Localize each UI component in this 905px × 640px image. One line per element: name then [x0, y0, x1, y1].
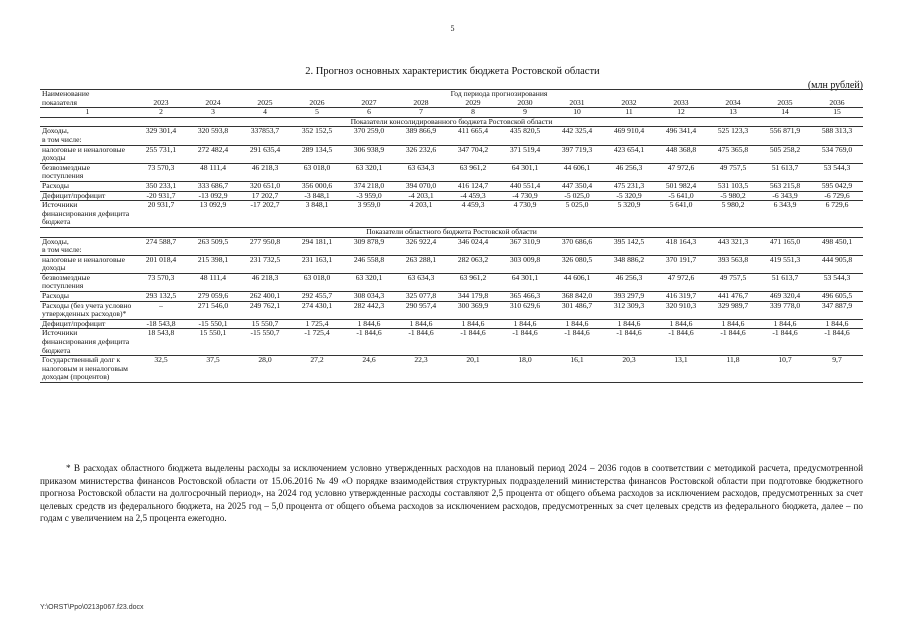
table-row: [40, 201, 863, 228]
value-cell: 588 313,3: [821, 126, 853, 136]
value-cell: 1 844,6: [409, 318, 433, 328]
value-cell: 397 719,3: [561, 144, 593, 154]
value-cell: 63 961,2: [459, 272, 487, 282]
table-row: [40, 163, 863, 181]
value-cell: 435 820,5: [509, 126, 541, 136]
header-period-label: Год периода прогнозирования: [450, 89, 548, 98]
value-cell: -3 848,1: [304, 190, 330, 200]
value-cell: 32,5: [154, 355, 168, 365]
value-cell: 326 232,6: [405, 144, 437, 154]
value-cell: -1 844,6: [772, 328, 798, 338]
value-cell: 63 320,1: [355, 162, 383, 172]
header-year-cell: 2027: [361, 97, 377, 107]
column-number-cell: 9: [523, 107, 527, 117]
header-year-cell: 2031: [569, 97, 585, 107]
value-cell: 418 164,3: [665, 236, 697, 246]
value-cell: 350 233,1: [145, 180, 177, 190]
column-number-cell: 7: [419, 107, 423, 117]
value-cell: 64 301,1: [511, 162, 539, 172]
value-cell: 496 341,4: [665, 126, 697, 136]
value-cell: 51 613,7: [771, 162, 799, 172]
value-cell: 274 430,1: [301, 300, 333, 310]
value-cell: 5 980,2: [721, 200, 745, 210]
value-cell: -1 844,6: [616, 328, 642, 338]
value-cell: 16,1: [570, 355, 584, 365]
value-cell: 22,3: [414, 355, 428, 365]
value-cell: 475 365,8: [717, 144, 749, 154]
value-cell: -1 844,6: [356, 328, 382, 338]
value-cell: -5 025,0: [564, 190, 590, 200]
column-number-cell: 15: [833, 107, 841, 117]
value-cell: -17 202,7: [250, 200, 280, 210]
table-row: [40, 329, 863, 356]
value-cell: 326 922,4: [405, 236, 437, 246]
value-cell: 5 641,0: [669, 200, 693, 210]
value-cell: 20,1: [466, 355, 480, 365]
header-year-cell: 2032: [621, 97, 637, 107]
table-row: [40, 145, 863, 163]
value-cell: 440 551,4: [509, 180, 541, 190]
value-cell: 309 878,9: [353, 236, 385, 246]
row-label: Источники финансирования дефицита бюджета: [42, 328, 130, 355]
value-cell: 11,8: [726, 355, 740, 365]
table-row: [40, 237, 863, 255]
value-cell: 274 588,7: [145, 236, 177, 246]
header-year-cell: 2028: [413, 97, 429, 107]
column-number-cell: 2: [159, 107, 163, 117]
value-cell: 48 111,4: [199, 272, 226, 282]
value-cell: 306 938,9: [353, 144, 385, 154]
value-cell: 1 725,4: [305, 318, 329, 328]
value-cell: -1 844,6: [408, 328, 434, 338]
value-cell: 496 605,5: [821, 291, 853, 301]
value-cell: -6 729,6: [824, 190, 850, 200]
value-cell: -18 543,8: [146, 318, 176, 328]
row-label: Расходы: [42, 291, 69, 301]
footnote: * В расходах областного бюджета выделены расходы за исключением условно утвержденных расходов на плановый период 2024 – 2036 годов в соответствии с методикой расчета, предусмотренной приказом министерства финансов Ростовской области от 15.06.2016 № 49 «О порядке взаимодействия структурных подразделений министерства финансов Ростовской области при подготовке бюджетного прогноза Ростовской области на долгосрочный период», на 2024 год условно утвержденные расходы составляют 2,5 процента от общего объема расходов за исключением расходов, предусмотренных за счет целевых средств из федерального бюджета, на 2025 год – 5,0 процента от общего объема расходов за исключением расходов, предусмотренных за счет целевых средств из федерального бюджета, далее – по годам с увеличением на 2,5 процента ежегодно.: [40, 463, 863, 524]
value-cell: 289 134,5: [301, 144, 333, 154]
value-cell: -5 641,0: [668, 190, 694, 200]
column-number-cell: 11: [625, 107, 633, 117]
value-cell: 5 320,9: [617, 200, 641, 210]
value-cell: -1 844,6: [460, 328, 486, 338]
column-number-cell: 4: [263, 107, 267, 117]
file-path: Y:\ORST\Ppo\0213p067.f23.docx: [40, 604, 144, 611]
header-year-cell: 2034: [725, 97, 741, 107]
value-cell: 448 368,8: [665, 144, 697, 154]
table-row: [40, 255, 863, 273]
value-cell: 443 321,3: [717, 236, 749, 246]
value-cell: -1 844,6: [668, 328, 694, 338]
value-cell: 231 163,1: [301, 254, 333, 264]
value-cell: 556 871,9: [769, 126, 801, 136]
value-cell: 365 466,3: [509, 291, 541, 301]
value-cell: 368 842,0: [561, 291, 593, 301]
value-cell: 393 297,9: [613, 291, 645, 301]
value-cell: -15 550,1: [198, 318, 228, 328]
value-cell: 290 957,4: [405, 300, 437, 310]
value-cell: -4 730,9: [512, 190, 538, 200]
column-number-cell: 14: [781, 107, 789, 117]
value-cell: -1 844,6: [720, 328, 746, 338]
value-cell: 329 989,7: [717, 300, 749, 310]
value-cell: 1 844,6: [617, 318, 641, 328]
value-cell: -4 459,3: [460, 190, 486, 200]
table-row: [40, 181, 863, 191]
row-label: Расходы (без учета условно утвержденных расходов)*: [42, 300, 132, 319]
value-cell: 326 080,5: [561, 254, 593, 264]
value-cell: 300 369,9: [457, 300, 489, 310]
value-cell: -5 320,9: [616, 190, 642, 200]
table-body: [40, 117, 863, 382]
value-cell: 292 455,7: [301, 291, 333, 301]
value-cell: 4 459,3: [461, 200, 485, 210]
section-title: Показатели областного бюджета Ростовской области: [366, 226, 537, 236]
value-cell: 339 778,0: [769, 300, 801, 310]
value-cell: 469 320,4: [769, 291, 801, 301]
value-cell: 255 731,1: [145, 144, 177, 154]
row-label: налоговые и неналоговые доходы: [42, 254, 126, 273]
value-cell: 320 593,8: [197, 126, 229, 136]
value-cell: 475 231,3: [613, 180, 645, 190]
value-cell: 370 259,0: [353, 126, 385, 136]
value-cell: 46 256,3: [615, 272, 643, 282]
value-cell: 63 018,0: [303, 272, 331, 282]
value-cell: 6 343,9: [773, 200, 797, 210]
column-number-cell: 10: [573, 107, 581, 117]
row-label: безвозмездные поступления: [42, 272, 90, 291]
value-cell: 246 558,8: [353, 254, 385, 264]
column-number-cell: 3: [211, 107, 215, 117]
value-cell: 49 757,5: [719, 162, 747, 172]
value-cell: 395 142,5: [613, 236, 645, 246]
value-cell: 3 848,1: [305, 200, 329, 210]
table-row: [40, 292, 863, 302]
header-year-cell: 2026: [309, 97, 325, 107]
value-cell: 320 651,0: [249, 180, 281, 190]
value-cell: 231 732,5: [249, 254, 281, 264]
value-cell: -1 844,6: [824, 328, 850, 338]
value-cell: 310 629,6: [509, 300, 541, 310]
value-cell: 1 844,6: [669, 318, 693, 328]
value-cell: 63 018,0: [303, 162, 331, 172]
value-cell: 374 218,0: [353, 180, 385, 190]
value-cell: 1 844,6: [825, 318, 849, 328]
row-label: налоговые и неналоговые доходы: [42, 144, 126, 163]
value-cell: -1 844,6: [564, 328, 590, 338]
value-cell: 263 509,5: [197, 236, 229, 246]
page-number: 5: [450, 24, 455, 33]
value-cell: 325 077,8: [405, 291, 437, 301]
value-cell: 308 034,3: [353, 291, 385, 301]
value-cell: 531 103,5: [717, 180, 749, 190]
value-cell: -1 844,6: [512, 328, 538, 338]
value-cell: 73 570,3: [147, 162, 175, 172]
row-label: Расходы: [42, 180, 69, 190]
value-cell: 505 258,2: [769, 144, 801, 154]
header-year-cell: 2035: [777, 97, 793, 107]
value-cell: 20 931,7: [147, 200, 175, 210]
value-cell: 370 191,7: [665, 254, 697, 264]
value-cell: 63 961,2: [459, 162, 487, 172]
table-row: [40, 273, 863, 291]
value-cell: 352 152,5: [301, 126, 333, 136]
value-cell: 1 844,6: [773, 318, 797, 328]
value-cell: 44 606,1: [563, 272, 591, 282]
value-cell: 5 025,0: [565, 200, 589, 210]
value-cell: 3 959,0: [357, 200, 381, 210]
value-cell: 320 910,3: [665, 300, 697, 310]
value-cell: 294 181,1: [301, 236, 333, 246]
value-cell: 344 179,8: [457, 291, 489, 301]
column-number-cell: 5: [315, 107, 319, 117]
value-cell: 17 202,7: [251, 190, 279, 200]
value-cell: 47 972,6: [667, 272, 695, 282]
header-year-cell: 2025: [257, 97, 273, 107]
header-year-cell: 2033: [673, 97, 689, 107]
value-cell: 312 309,3: [613, 300, 645, 310]
value-cell: 447 350,4: [561, 180, 593, 190]
column-number-cell: 8: [471, 107, 475, 117]
table-header-years-row: [40, 99, 863, 108]
page-title: 2. Прогноз основных характеристик бюджета Ростовской области: [305, 66, 600, 77]
value-cell: 1 844,6: [461, 318, 485, 328]
header-year-cell: 2029: [465, 97, 481, 107]
value-cell: 303 009,8: [509, 254, 541, 264]
value-cell: 394 070,0: [405, 180, 437, 190]
value-cell: 53 544,3: [823, 162, 851, 172]
value-cell: 63 320,1: [355, 272, 383, 282]
value-cell: 201 018,4: [145, 254, 177, 264]
value-cell: 423 654,1: [613, 144, 645, 154]
value-cell: -3 959,0: [356, 190, 382, 200]
value-cell: 444 905,8: [821, 254, 853, 264]
row-label: Источники финансирования дефицита бюджета: [42, 200, 130, 227]
value-cell: -20 931,7: [146, 190, 176, 200]
column-number-cell: 6: [367, 107, 371, 117]
value-cell: 416 319,7: [665, 291, 697, 301]
table-row: [40, 127, 863, 145]
value-cell: 1 844,6: [357, 318, 381, 328]
value-cell: 337853,7: [250, 126, 280, 136]
value-cell: 24,6: [362, 355, 376, 365]
value-cell: 249 762,1: [249, 300, 281, 310]
value-cell: –: [159, 300, 163, 310]
value-cell: 371 519,4: [509, 144, 541, 154]
value-cell: 6 729,6: [825, 200, 849, 210]
value-cell: 301 486,7: [561, 300, 593, 310]
value-cell: 9,7: [832, 355, 842, 365]
value-cell: 4 730,9: [513, 200, 537, 210]
value-cell: 47 972,6: [667, 162, 695, 172]
value-cell: 501 982,4: [665, 180, 697, 190]
value-cell: 411 665,4: [457, 126, 489, 136]
value-cell: 469 910,4: [613, 126, 645, 136]
value-cell: 53 544,3: [823, 272, 851, 282]
value-cell: 262 400,1: [249, 291, 281, 301]
header-year-cell: 2024: [205, 97, 221, 107]
value-cell: 64 301,1: [511, 272, 539, 282]
value-cell: 44 606,1: [563, 162, 591, 172]
value-cell: 441 476,7: [717, 291, 749, 301]
value-cell: -5 980,2: [720, 190, 746, 200]
value-cell: 15 550,7: [251, 318, 279, 328]
value-cell: 347 887,9: [821, 300, 853, 310]
value-cell: 63 634,3: [407, 162, 435, 172]
row-label: Государственный долг к налоговым и неналоговым доходам (процентов): [42, 355, 128, 382]
value-cell: 279 059,6: [197, 291, 229, 301]
value-cell: -1 725,4: [304, 328, 330, 338]
value-cell: 442 325,4: [561, 126, 593, 136]
value-cell: 13,1: [674, 355, 688, 365]
value-cell: 534 769,0: [821, 144, 853, 154]
row-label: Доходы, в том числе:: [42, 126, 82, 144]
row-label: Дефицит/профицит: [42, 318, 106, 328]
value-cell: 4 203,1: [409, 200, 433, 210]
row-label: безвозмездные поступления: [42, 162, 90, 181]
value-cell: 282 442,3: [353, 300, 385, 310]
value-cell: 389 866,9: [405, 126, 437, 136]
column-number-cell: 12: [677, 107, 685, 117]
value-cell: 393 563,8: [717, 254, 749, 264]
value-cell: 525 123,3: [717, 126, 749, 136]
value-cell: 18 543,8: [147, 328, 175, 338]
header-name-line2: показателя: [42, 97, 77, 107]
value-cell: 263 288,1: [405, 254, 437, 264]
unit-label: (млн рублей): [807, 80, 863, 91]
value-cell: -15 550,7: [250, 328, 280, 338]
header-year-cell: 2036: [829, 97, 845, 107]
value-cell: -6 343,9: [772, 190, 798, 200]
value-cell: 333 686,7: [197, 180, 229, 190]
value-cell: 37,5: [206, 355, 220, 365]
value-cell: 215 398,1: [197, 254, 229, 264]
value-cell: 291 635,4: [249, 144, 281, 154]
header-year-cell: 2030: [517, 97, 533, 107]
value-cell: 498 450,1: [821, 236, 853, 246]
value-cell: 416 124,7: [457, 180, 489, 190]
value-cell: 347 704,2: [457, 144, 489, 154]
value-cell: 51 613,7: [771, 272, 799, 282]
table-column-numbers-row: [40, 108, 863, 118]
value-cell: 49 757,5: [719, 272, 747, 282]
header-year-cell: 2023: [153, 97, 169, 107]
column-number-cell: 13: [729, 107, 737, 117]
value-cell: 272 482,4: [197, 144, 229, 154]
value-cell: 367 310,9: [509, 236, 541, 246]
table-row: [40, 356, 863, 383]
value-cell: 73 570,3: [147, 272, 175, 282]
value-cell: 18,0: [518, 355, 532, 365]
row-label: Доходы, в том числе:: [42, 236, 82, 255]
section-title-row: [40, 227, 863, 237]
value-cell: 48 111,4: [199, 162, 226, 172]
value-cell: -13 092,9: [198, 190, 228, 200]
value-cell: 329 301,4: [145, 126, 177, 136]
value-cell: 46 218,3: [251, 162, 279, 172]
value-cell: 563 215,8: [769, 180, 801, 190]
value-cell: 13 092,9: [199, 200, 227, 210]
value-cell: 46 256,3: [615, 162, 643, 172]
value-cell: 27,2: [310, 355, 324, 365]
value-cell: 63 634,3: [407, 272, 435, 282]
value-cell: 356 000,6: [301, 180, 333, 190]
budget-forecast-table: [40, 89, 863, 383]
value-cell: 1 844,6: [721, 318, 745, 328]
value-cell: 271 546,0: [197, 300, 229, 310]
value-cell: 282 063,2: [457, 254, 489, 264]
row-label: Дефицит/профицит: [42, 190, 106, 200]
value-cell: 20,3: [622, 355, 636, 365]
value-cell: 1 844,6: [565, 318, 589, 328]
value-cell: 10,7: [778, 355, 792, 365]
value-cell: 28,0: [258, 355, 272, 365]
section-title: Показатели консолидированного бюджета Ростовской области: [350, 116, 553, 126]
value-cell: 348 886,2: [613, 254, 645, 264]
value-cell: 346 024,4: [457, 236, 489, 246]
value-cell: -4 203,1: [408, 190, 434, 200]
value-cell: 277 950,8: [249, 236, 281, 246]
column-number-cell: 1: [85, 107, 90, 117]
value-cell: 293 132,5: [145, 291, 177, 301]
header-name-line1: Наименование: [42, 89, 90, 98]
value-cell: 46 218,3: [251, 272, 279, 282]
value-cell: 15 550,1: [199, 328, 227, 338]
table-row: [40, 301, 863, 319]
value-cell: 419 551,3: [769, 254, 801, 264]
value-cell: 595 042,9: [821, 180, 853, 190]
value-cell: 370 686,6: [561, 236, 593, 246]
value-cell: 471 165,0: [769, 236, 801, 246]
value-cell: 1 844,6: [513, 318, 537, 328]
